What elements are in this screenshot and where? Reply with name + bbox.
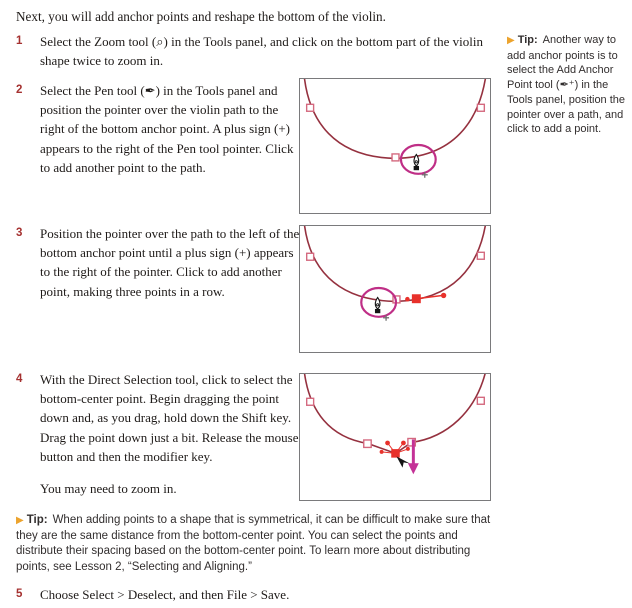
violin-bottom-illustration-3 xyxy=(300,374,490,500)
drag-arrow-head-icon xyxy=(408,463,419,474)
anchor-point-right xyxy=(477,252,484,259)
sidebar-tip-label: Tip: xyxy=(517,34,538,46)
direction-handle-dot xyxy=(441,293,446,298)
violin-bottom-illustration-2 xyxy=(300,226,490,352)
selected-anchor-point xyxy=(391,449,400,458)
step-1-number: 1 xyxy=(16,34,23,47)
direction-handle-dot xyxy=(406,447,410,451)
anchor-point-right xyxy=(477,104,484,111)
violin-path xyxy=(304,79,486,158)
anchor-point-left xyxy=(307,104,314,111)
selected-anchor-with-handles xyxy=(405,293,446,303)
bottom-tip xyxy=(16,513,503,575)
anchor-point-left xyxy=(307,398,314,405)
tip-arrow-icon: ▶ xyxy=(16,515,24,526)
anchor-point-right xyxy=(477,397,484,404)
step-3-number: 3 xyxy=(16,226,23,239)
step-4-number: 4 xyxy=(16,372,23,385)
step-5 xyxy=(16,585,486,604)
step-1 xyxy=(16,32,508,70)
violin-path xyxy=(304,374,486,453)
step-2 xyxy=(16,81,303,177)
figure-pen-add-point-left xyxy=(299,225,491,353)
step-4-paragraph: With the Direct Selection tool, click to select the bottom-center point. Begin dragging the point down and, as you drag, hold down the Shift key. Drag the point down just a bit. Release the mouse button and then the modifier key. xyxy=(40,372,299,464)
intro-text: Next, you will add anchor points and reshape the bottom of the violin. xyxy=(16,9,386,24)
bottom-tip-label: Tip: xyxy=(26,514,48,526)
anchor-point-bottom-left xyxy=(364,440,371,447)
direction-handle-dot xyxy=(380,450,384,454)
figure-drag-bottom-center-point xyxy=(299,373,491,501)
step-4-note: You may need to zoom in. xyxy=(40,481,177,497)
direction-handle-dot xyxy=(401,441,406,446)
anchor-point-left xyxy=(307,253,314,260)
tip-arrow-icon: ▶ xyxy=(507,35,515,46)
step-3-text: Position the pointer over the path to the left of the bottom anchor point until a plus sign (+) appears to the right of the pointer. Click to add another point, making three points in a row. xyxy=(40,226,300,299)
violin-path xyxy=(304,226,486,301)
step-5-number: 5 xyxy=(16,587,23,600)
selected-anchor-point xyxy=(412,294,421,303)
violin-bottom-illustration-1 xyxy=(300,79,490,213)
step-5-text: Choose Select > Deselect, and then File > Save. xyxy=(40,587,290,602)
sidebar-tip-text: Another way to add anchor points is to select the Add Anchor Point tool (✒⁺) in the Tools panel, position the pointer over a path, and click to add a point. xyxy=(507,34,626,136)
step-2-number: 2 xyxy=(16,83,23,96)
direction-handle-dot xyxy=(385,441,390,446)
anchor-point-bottom xyxy=(392,154,399,161)
step-3 xyxy=(16,224,303,301)
direction-handle-dot xyxy=(405,297,410,302)
bottom-tip-text: When adding points to a shape that is symmetrical, it can be difficult to make sure that they are the same distance from the bottom-center point. You can select the points and distribute their spacing based on the bottom-center point. To learn more about distributing points, see Lesson 2, “Selecting and Aligning.” xyxy=(16,514,491,573)
sidebar-tip xyxy=(507,33,632,137)
step-4 xyxy=(16,370,303,498)
step-1-text: Select the Zoom tool (⌕) in the Tools panel, and click on the bottom part of the violin shape twice to zoom in. xyxy=(40,34,483,69)
figure-pen-add-point-right xyxy=(299,78,491,214)
step-4-text xyxy=(40,370,303,498)
step-2-text: Select the Pen tool (✒) in the Tools panel and position the pointer over the violin path to the right of the bottom anchor point. A plus sign (+) appears to the right of the Pen tool pointer. Click to add another point to the path. xyxy=(40,83,294,175)
